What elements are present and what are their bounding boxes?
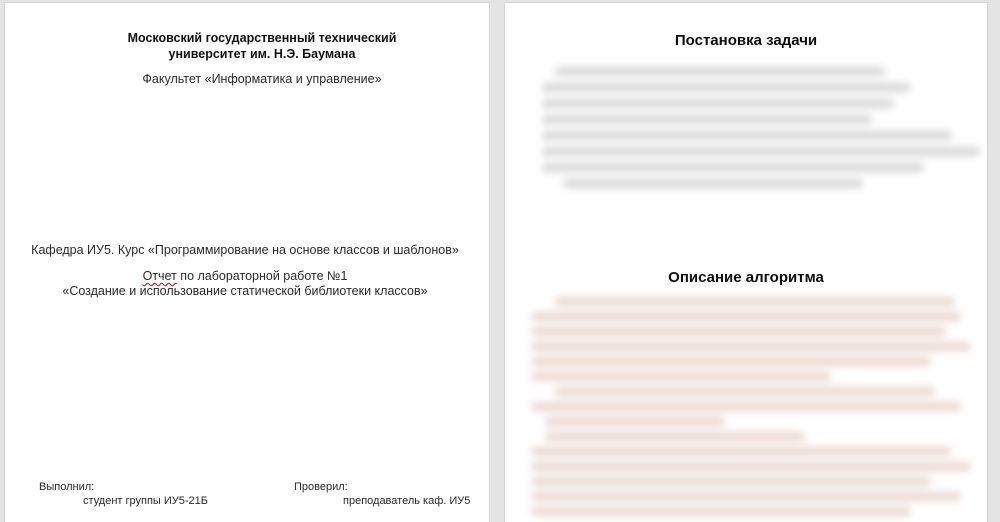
- blurred-text-line: [531, 312, 961, 321]
- report-title-line[interactable]: [13, 269, 477, 284]
- performed-label[interactable]: Выполнил:: [39, 481, 95, 493]
- university-title[interactable]: [41, 30, 483, 62]
- blurred-text-line: [542, 83, 910, 92]
- university-title-line2[interactable]: университет им. Н.Э. Баумана: [168, 47, 356, 61]
- report-title-rest[interactable]: по лабораторной работе №1: [176, 269, 348, 283]
- document-page-title[interactable]: [4, 2, 490, 522]
- blurred-text-line: [531, 372, 831, 381]
- blurred-text-line: [555, 67, 885, 76]
- checked-label[interactable]: Проверил:: [294, 481, 348, 493]
- blurred-text-block-problem-statement: [505, 3, 987, 522]
- blurred-text-line: [542, 163, 924, 172]
- blurred-text-line: [555, 297, 955, 306]
- blurred-text-line: [531, 507, 911, 516]
- blurred-text-line: [531, 492, 961, 501]
- blurred-text-line: [531, 402, 961, 411]
- spellcheck-marked-word[interactable]: Отчет: [142, 269, 177, 283]
- blurred-text-line: [545, 417, 725, 426]
- blurred-text-line: [555, 387, 935, 396]
- blurred-text-line: [531, 342, 971, 351]
- performed-by-line[interactable]: студент группы ИУ5-21Б: [83, 495, 209, 507]
- document-page-content[interactable]: [504, 2, 988, 522]
- blurred-text-line: [531, 357, 931, 366]
- section-heading-algorithm-description[interactable]: Описание алгоритма: [668, 269, 824, 286]
- university-title-line1[interactable]: Московский государственный технический: [127, 31, 397, 45]
- blurred-text-line: [531, 477, 931, 486]
- blurred-text-line: [542, 147, 980, 156]
- report-title-block[interactable]: [13, 269, 477, 298]
- blurred-text-line: [545, 432, 805, 441]
- blurred-text-line: [531, 462, 971, 471]
- blurred-text-line: [542, 131, 952, 140]
- blurred-text-line: [542, 115, 872, 124]
- report-subtitle-line[interactable]: «Создание и использование статической библиотеки классов»: [62, 283, 428, 298]
- blurred-text-block-algorithm-description: [505, 3, 987, 522]
- blurred-text-line: [531, 327, 946, 336]
- blurred-text-line: [531, 447, 951, 456]
- blurred-text-line: [563, 179, 863, 188]
- section-heading-problem-statement[interactable]: Постановка задачи: [674, 32, 818, 49]
- blurred-text-line: [542, 99, 894, 108]
- faculty-line[interactable]: Факультет «Информатика и управление»: [142, 72, 382, 86]
- department-course-line[interactable]: Кафедра ИУ5. Курс «Программирование на основе классов и шаблонов»: [31, 243, 459, 257]
- checked-by-line[interactable]: преподаватель каф. ИУ5: [343, 495, 471, 507]
